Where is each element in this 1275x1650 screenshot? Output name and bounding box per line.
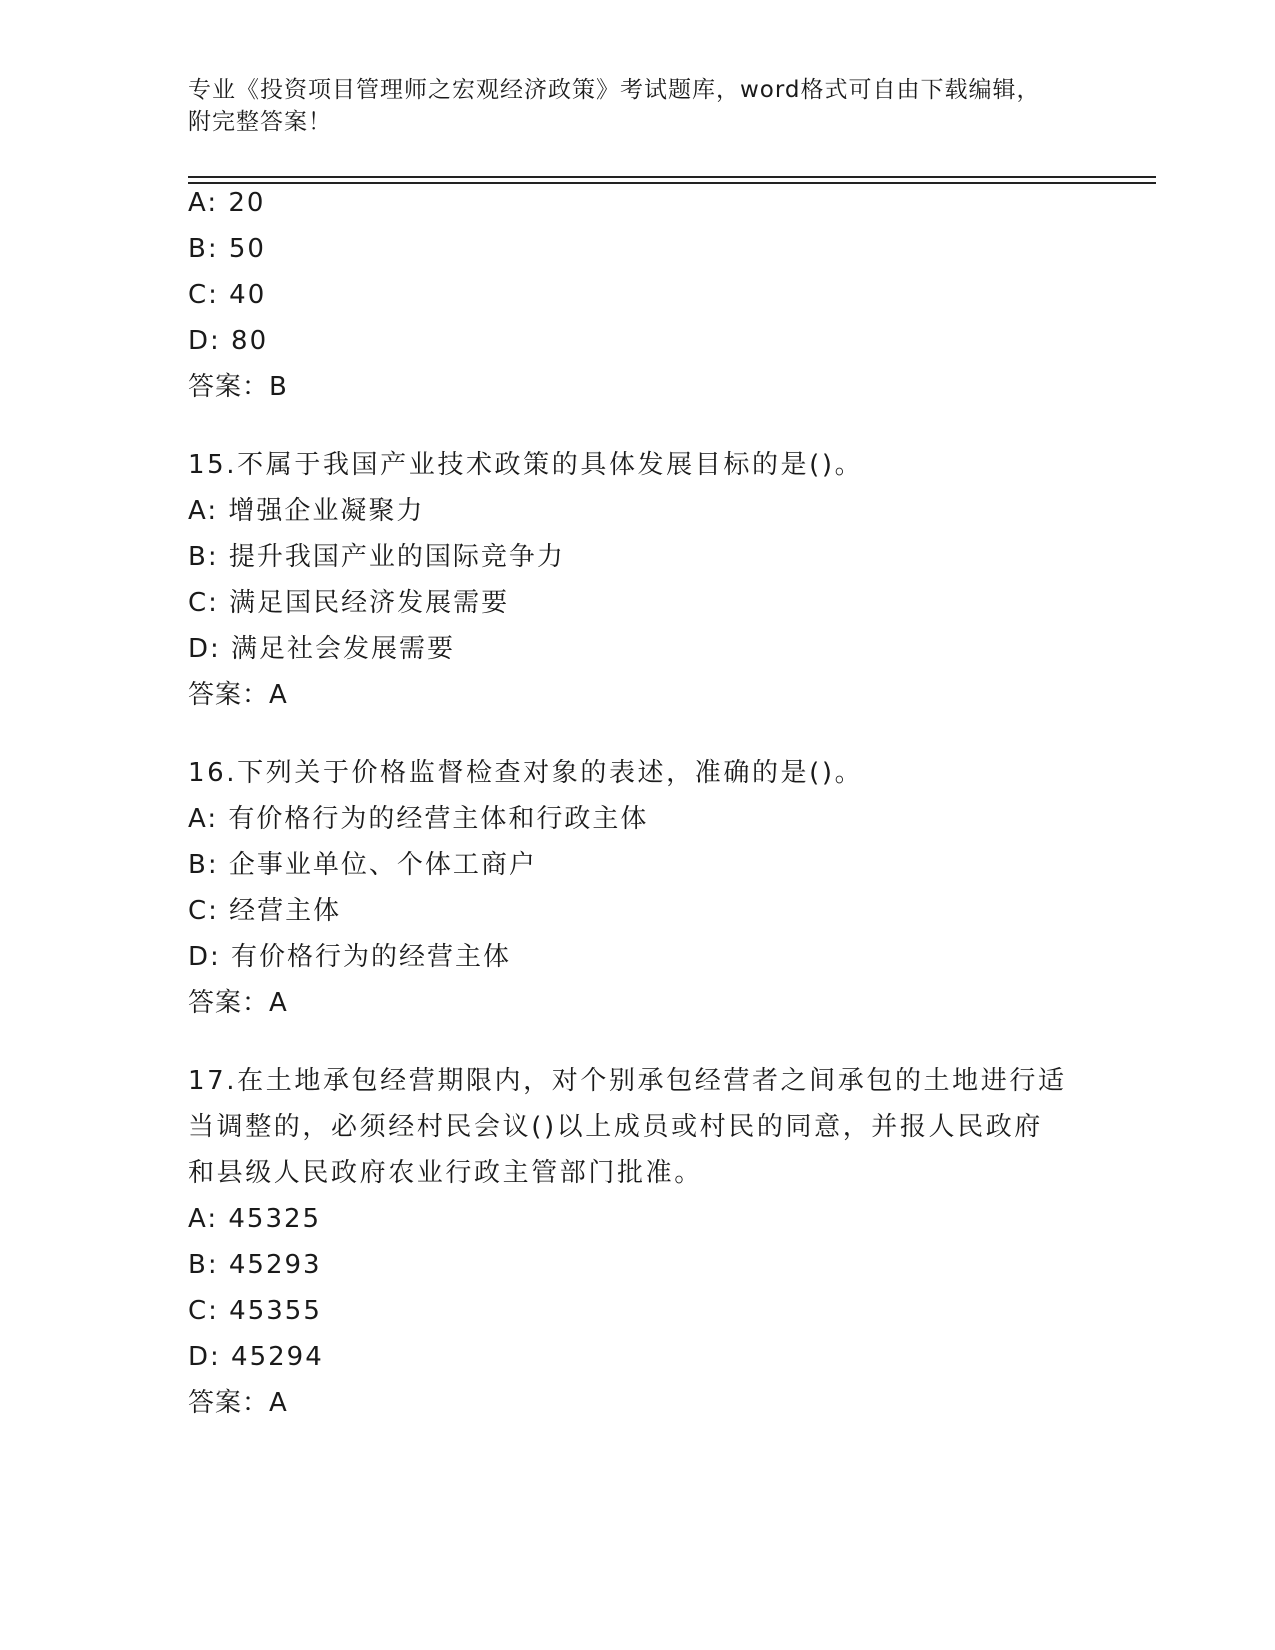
option-c: C: 40	[188, 280, 267, 310]
option-a: A: 45325	[188, 1204, 322, 1234]
option-a: A: 增强企业凝聚力	[188, 496, 425, 526]
option-b: B: 45293	[188, 1250, 322, 1280]
question-17	[188, 1058, 1088, 1426]
option-d: D: 有价格行为的经营主体	[188, 942, 512, 972]
answer: 答案：B	[188, 372, 288, 402]
option-c: C: 满足国民经济发展需要	[188, 588, 510, 618]
option-d: D: 45294	[188, 1342, 324, 1372]
question-14	[188, 180, 1088, 410]
question-stem: 16.下列关于价格监督检查对象的表述，准确的是()。	[188, 758, 864, 788]
option-d: D: 满足社会发展需要	[188, 634, 456, 664]
option-a: A: 有价格行为的经营主体和行政主体	[188, 804, 649, 834]
option-c: C: 经营主体	[188, 896, 342, 926]
answer: 答案：A	[188, 1388, 288, 1418]
question-stem: 15.不属于我国产业技术政策的具体发展目标的是()。	[188, 450, 864, 480]
header-rule-top	[188, 176, 1156, 178]
option-c: C: 45355	[188, 1296, 322, 1326]
question-stem-line-1: 17.在土地承包经营期限内，对个别承包经营者之间承包的土地进行适	[188, 1066, 1067, 1096]
option-b: B: 企事业单位、个体工商户	[188, 850, 537, 880]
question-15	[188, 442, 1088, 718]
option-b: B: 提升我国产业的国际竞争力	[188, 542, 565, 572]
question-16	[188, 750, 1088, 1026]
question-stem-line-3: 和县级人民政府农业行政主管部门批准。	[188, 1158, 703, 1188]
answer: 答案：A	[188, 680, 288, 710]
header-line-2: 附完整答案！	[188, 109, 332, 135]
option-d: D: 80	[188, 326, 269, 356]
document-page	[188, 0, 1156, 1650]
question-stem-line-2: 当调整的，必须经村民会议()以上成员或村民的同意，并报人民政府	[188, 1112, 1043, 1142]
document-header	[188, 74, 1068, 138]
answer: 答案：A	[188, 988, 288, 1018]
option-b: B: 50	[188, 234, 266, 264]
header-line-1: 专业《投资项目管理师之宏观经济政策》考试题库，word格式可自由下载编辑，	[188, 77, 1041, 103]
option-a: A: 20	[188, 188, 266, 218]
